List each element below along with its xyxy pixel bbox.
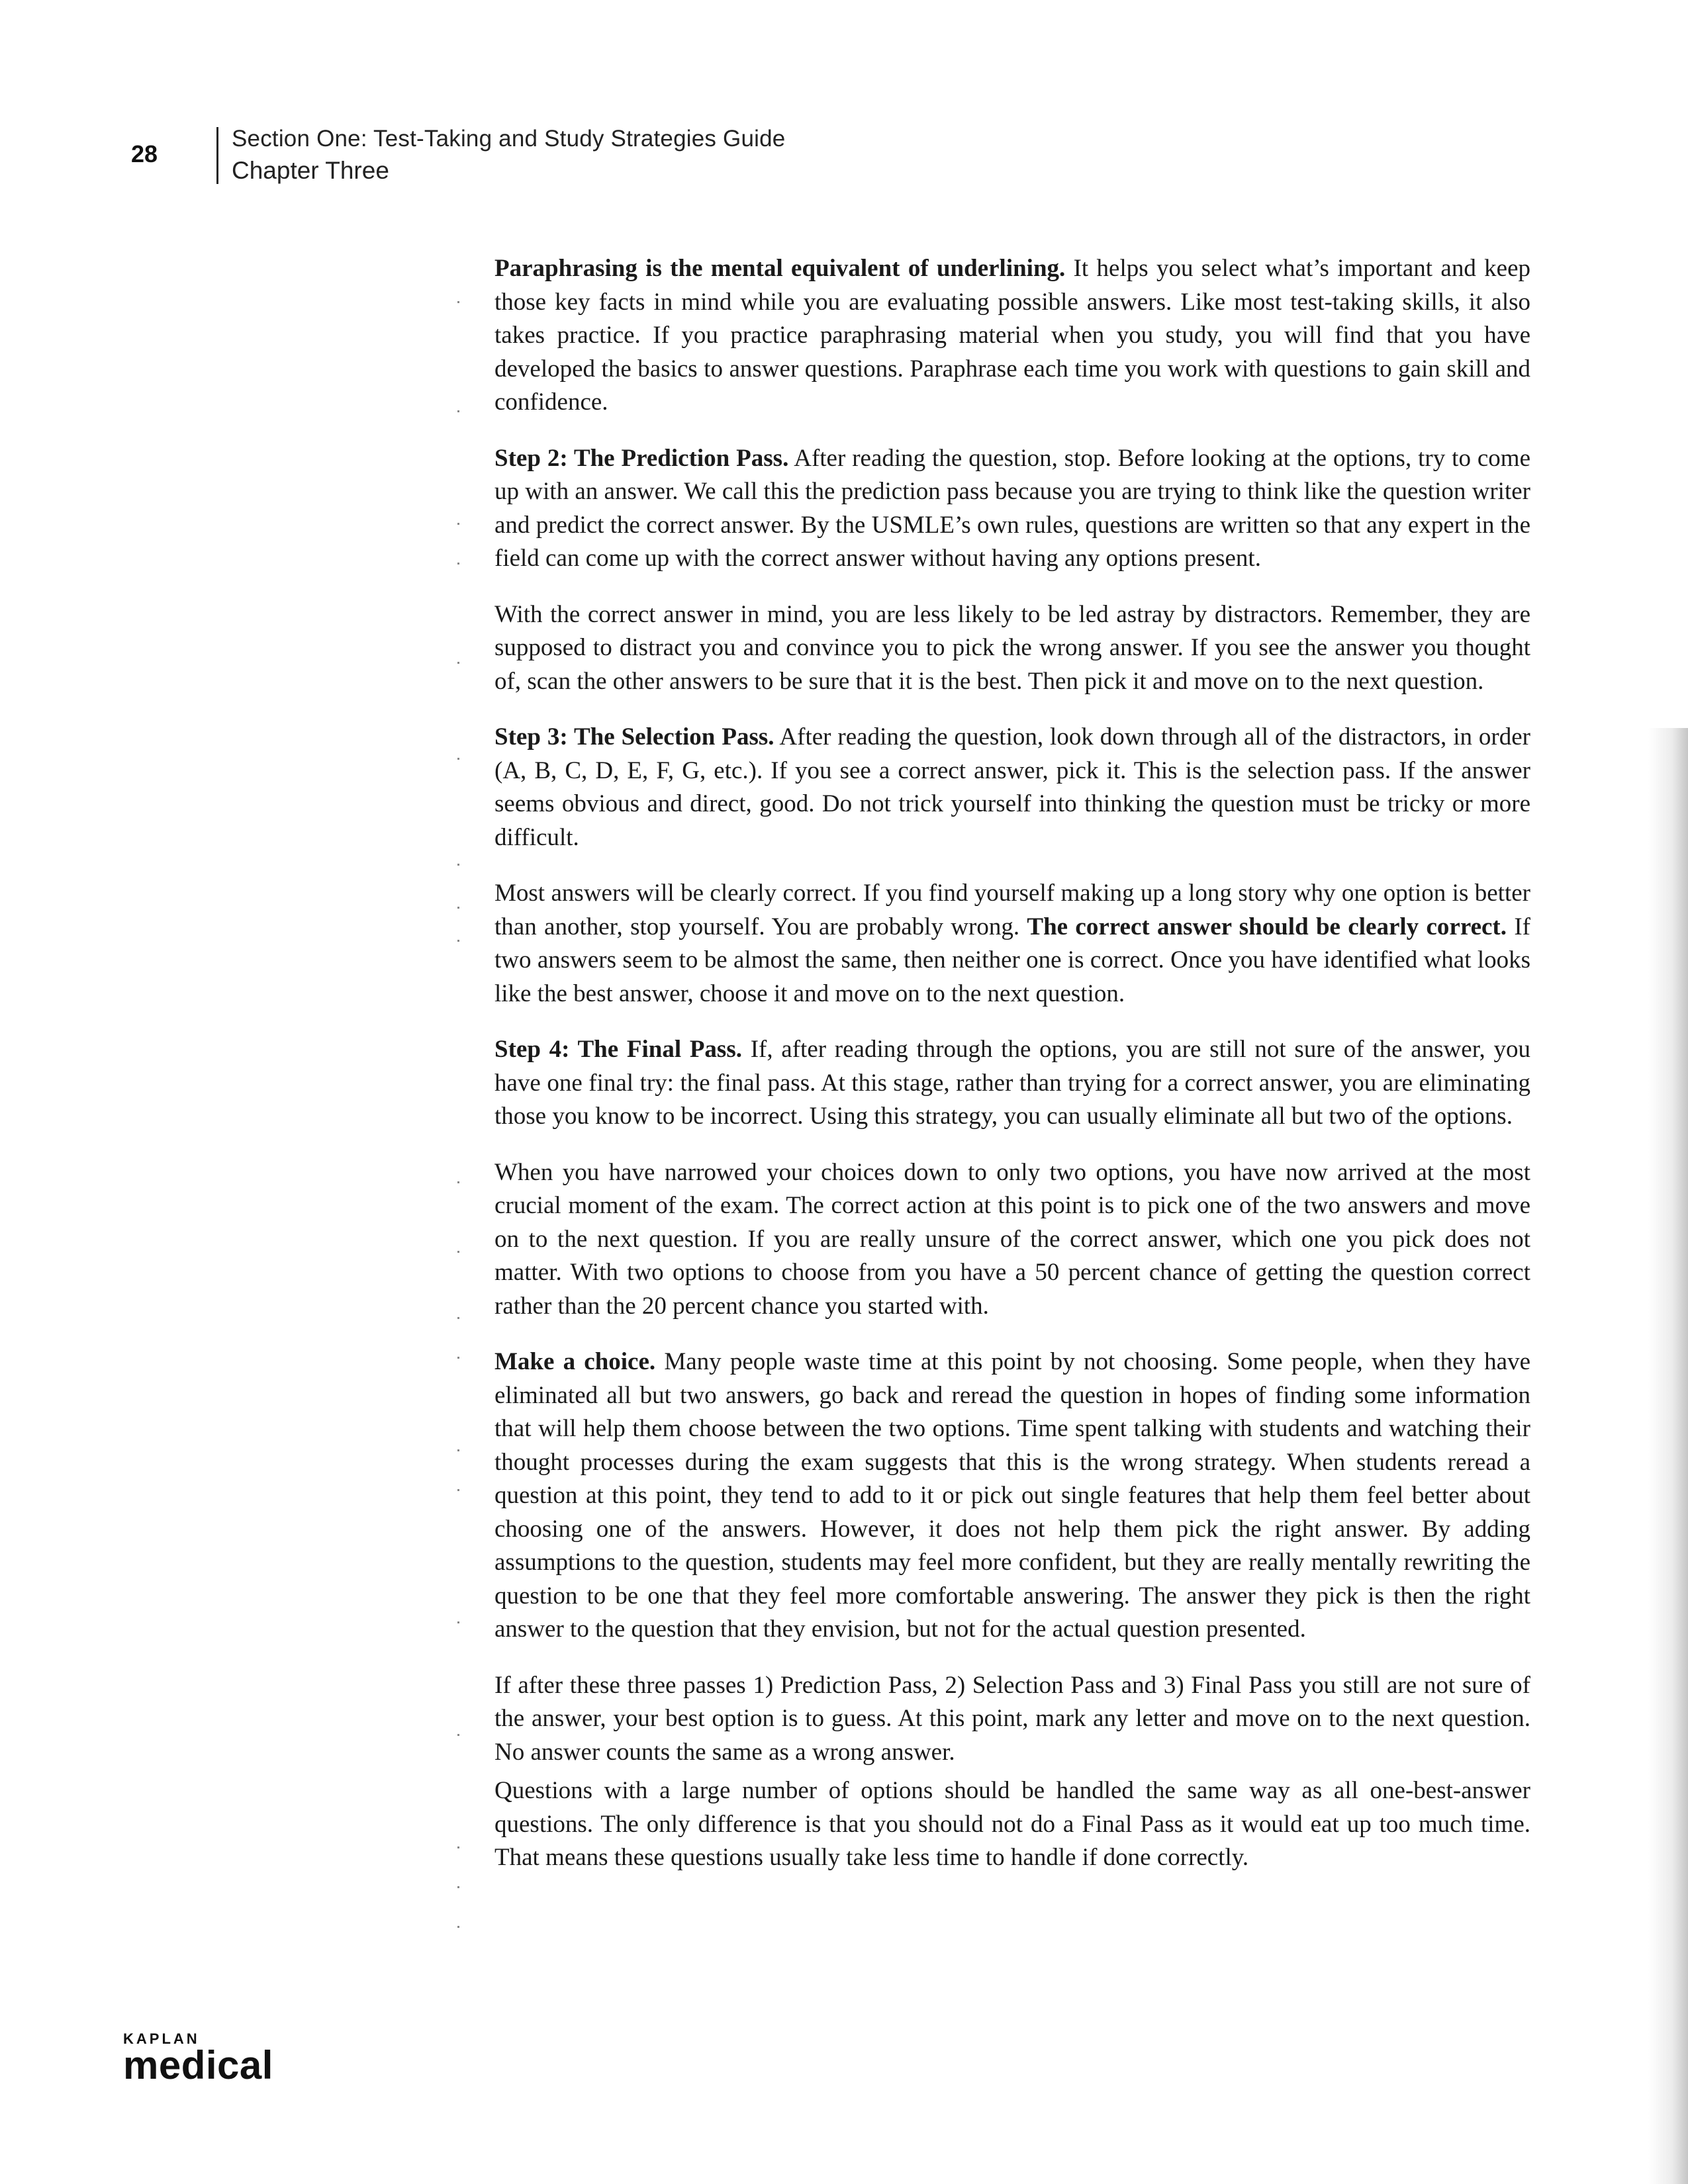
paragraph-make-a-choice [494, 1345, 1530, 1647]
body-text [494, 252, 1530, 1897]
paragraph-clearly-correct [494, 877, 1530, 1011]
paragraph-lead: Make a choice. [494, 1348, 656, 1375]
paragraph-paraphrasing [494, 252, 1530, 420]
page-number: 28 [131, 140, 158, 167]
paragraph-lead: Step 2: The Prediction Pass. [494, 444, 789, 472]
paragraph-text: Questions with a large number of options should be handled the same way as all one-best-answer questions. The only difference is that you should not do a Final Pass as it would eat up too much time. That means these questions usually take less time to handle if done correctly. [494, 1777, 1530, 1871]
paragraph-text: After reading the question, look down through all of the distractors, in order (A, B, C, D, E, F, G, etc.). If you see a correct answer, pick it. This is the selection pass. If the answer seems obvious and direct, good. Do not trick yourself into thinking the question must be tricky or more difficult. [494, 723, 1530, 851]
paragraph-large-number-options [494, 1774, 1530, 1875]
logo-product: medical [123, 2043, 273, 2087]
paragraph-text: After reading the question, stop. Before looking at the options, try to come up with an answer. We call this the prediction pass because you are trying to think like the question writer and predict the correct answer. By the USMLE’s own rules, questions are written so that any expert in the field can come up with the correct answer without having any options present. [494, 444, 1530, 572]
paragraph-correct-answer-in-mind [494, 598, 1530, 699]
chapter-title: Chapter Three [232, 157, 389, 184]
kaplan-medical-logo [123, 2032, 273, 2085]
paragraph-text: Most answers will be clearly correct. If you find yourself making up a long story why one option is better than another, stop yourself. You are probably wrong. [494, 880, 1530, 940]
paragraph-selection-pass [494, 721, 1530, 854]
paragraph-lead: Step 3: The Selection Pass. [494, 723, 774, 751]
paragraph-text: It helps you select what’s important and keep those key facts in mind while you are evaluating possible answers. Like most test-taking skills, it also takes practice. If you practice paraphrasing material when you study, you will find that you have developed the basics to answer questions. Paraphrase each time you work with questions to gain skill and confidence. [494, 255, 1530, 416]
paragraph-final-pass [494, 1033, 1530, 1134]
paragraph-text: If, after reading through the options, you are still not sure of the answer, you have one final try: the final pass. At this stage, rather than trying for a correct answer, you are eliminating those you know to be incorrect. Using this strategy, you can usually eliminate all but two of the options. [494, 1036, 1530, 1130]
logo-brand: KAPLAN [123, 2030, 200, 2047]
paragraph-two-options [494, 1156, 1530, 1324]
paragraph-text: If two answers seem to be almost the same, then neither one is correct. Once you have identified what looks like the best answer, choose it and move on to the next question. [494, 913, 1530, 1007]
paragraph-text: With the correct answer in mind, you are less likely to be led astray by distractors. Remember, they are supposed to distract you and convince you to pick the wrong answer. If you see the answer you thought of, scan the other answers to be sure that it is the best. Then pick it and move on to the next question. [494, 600, 1530, 695]
section-title: Section One: Test-Taking and Study Strategies Guide [232, 126, 786, 152]
paragraph-lead: Paraphrasing is the mental equivalent of underlining. [494, 255, 1066, 282]
paragraph-prediction-pass [494, 442, 1530, 576]
header-divider [216, 127, 218, 184]
paragraph-text: Many people waste time at this point by not choosing. Some people, when they have eliminated all but two answers, go back and reread the question in hopes of finding some information that will help them choose between the two options. Time spent talking with students and watching their thought processes during the exam suggests that this is the wrong strategy. When students reread a question at this point, they tend to add to it or pick out single features that help them feel better about choosing one of the answers. However, it does not help them pick the right answer. By adding assumptions to the question, students may feel more confident, but they are really mentally rewriting the question to be one that they feel more comfortable answering. The answer they pick is then the right answer to the question that they envision, but not for the actual question presented. [494, 1348, 1530, 1643]
paragraph-emphasis: The correct answer should be clearly correct. [1027, 913, 1507, 940]
running-header [232, 123, 785, 187]
paragraph-text: When you have narrowed your choices down to only two options, you have now arrived at the most crucial moment of the exam. The correct action at this point is to pick one of the two answers and move on to the next question. If you are really unsure of the correct answer, which one you pick does not matter. With two options to choose from you have a 50 percent chance of getting the question correct rather than the 20 percent chance you started with. [494, 1158, 1530, 1320]
paragraph-lead: Step 4: The Final Pass. [494, 1036, 742, 1063]
scan-shadow-edge [1648, 728, 1688, 2184]
paragraph-text: If after these three passes 1) Prediction Pass, 2) Selection Pass and 3) Final Pass you still are not sure of the answer, your best option is to guess. At this point, mark any letter and move on to the next question. No answer counts the same as a wrong answer. [494, 1671, 1530, 1766]
paragraph-three-passes [494, 1669, 1530, 1770]
